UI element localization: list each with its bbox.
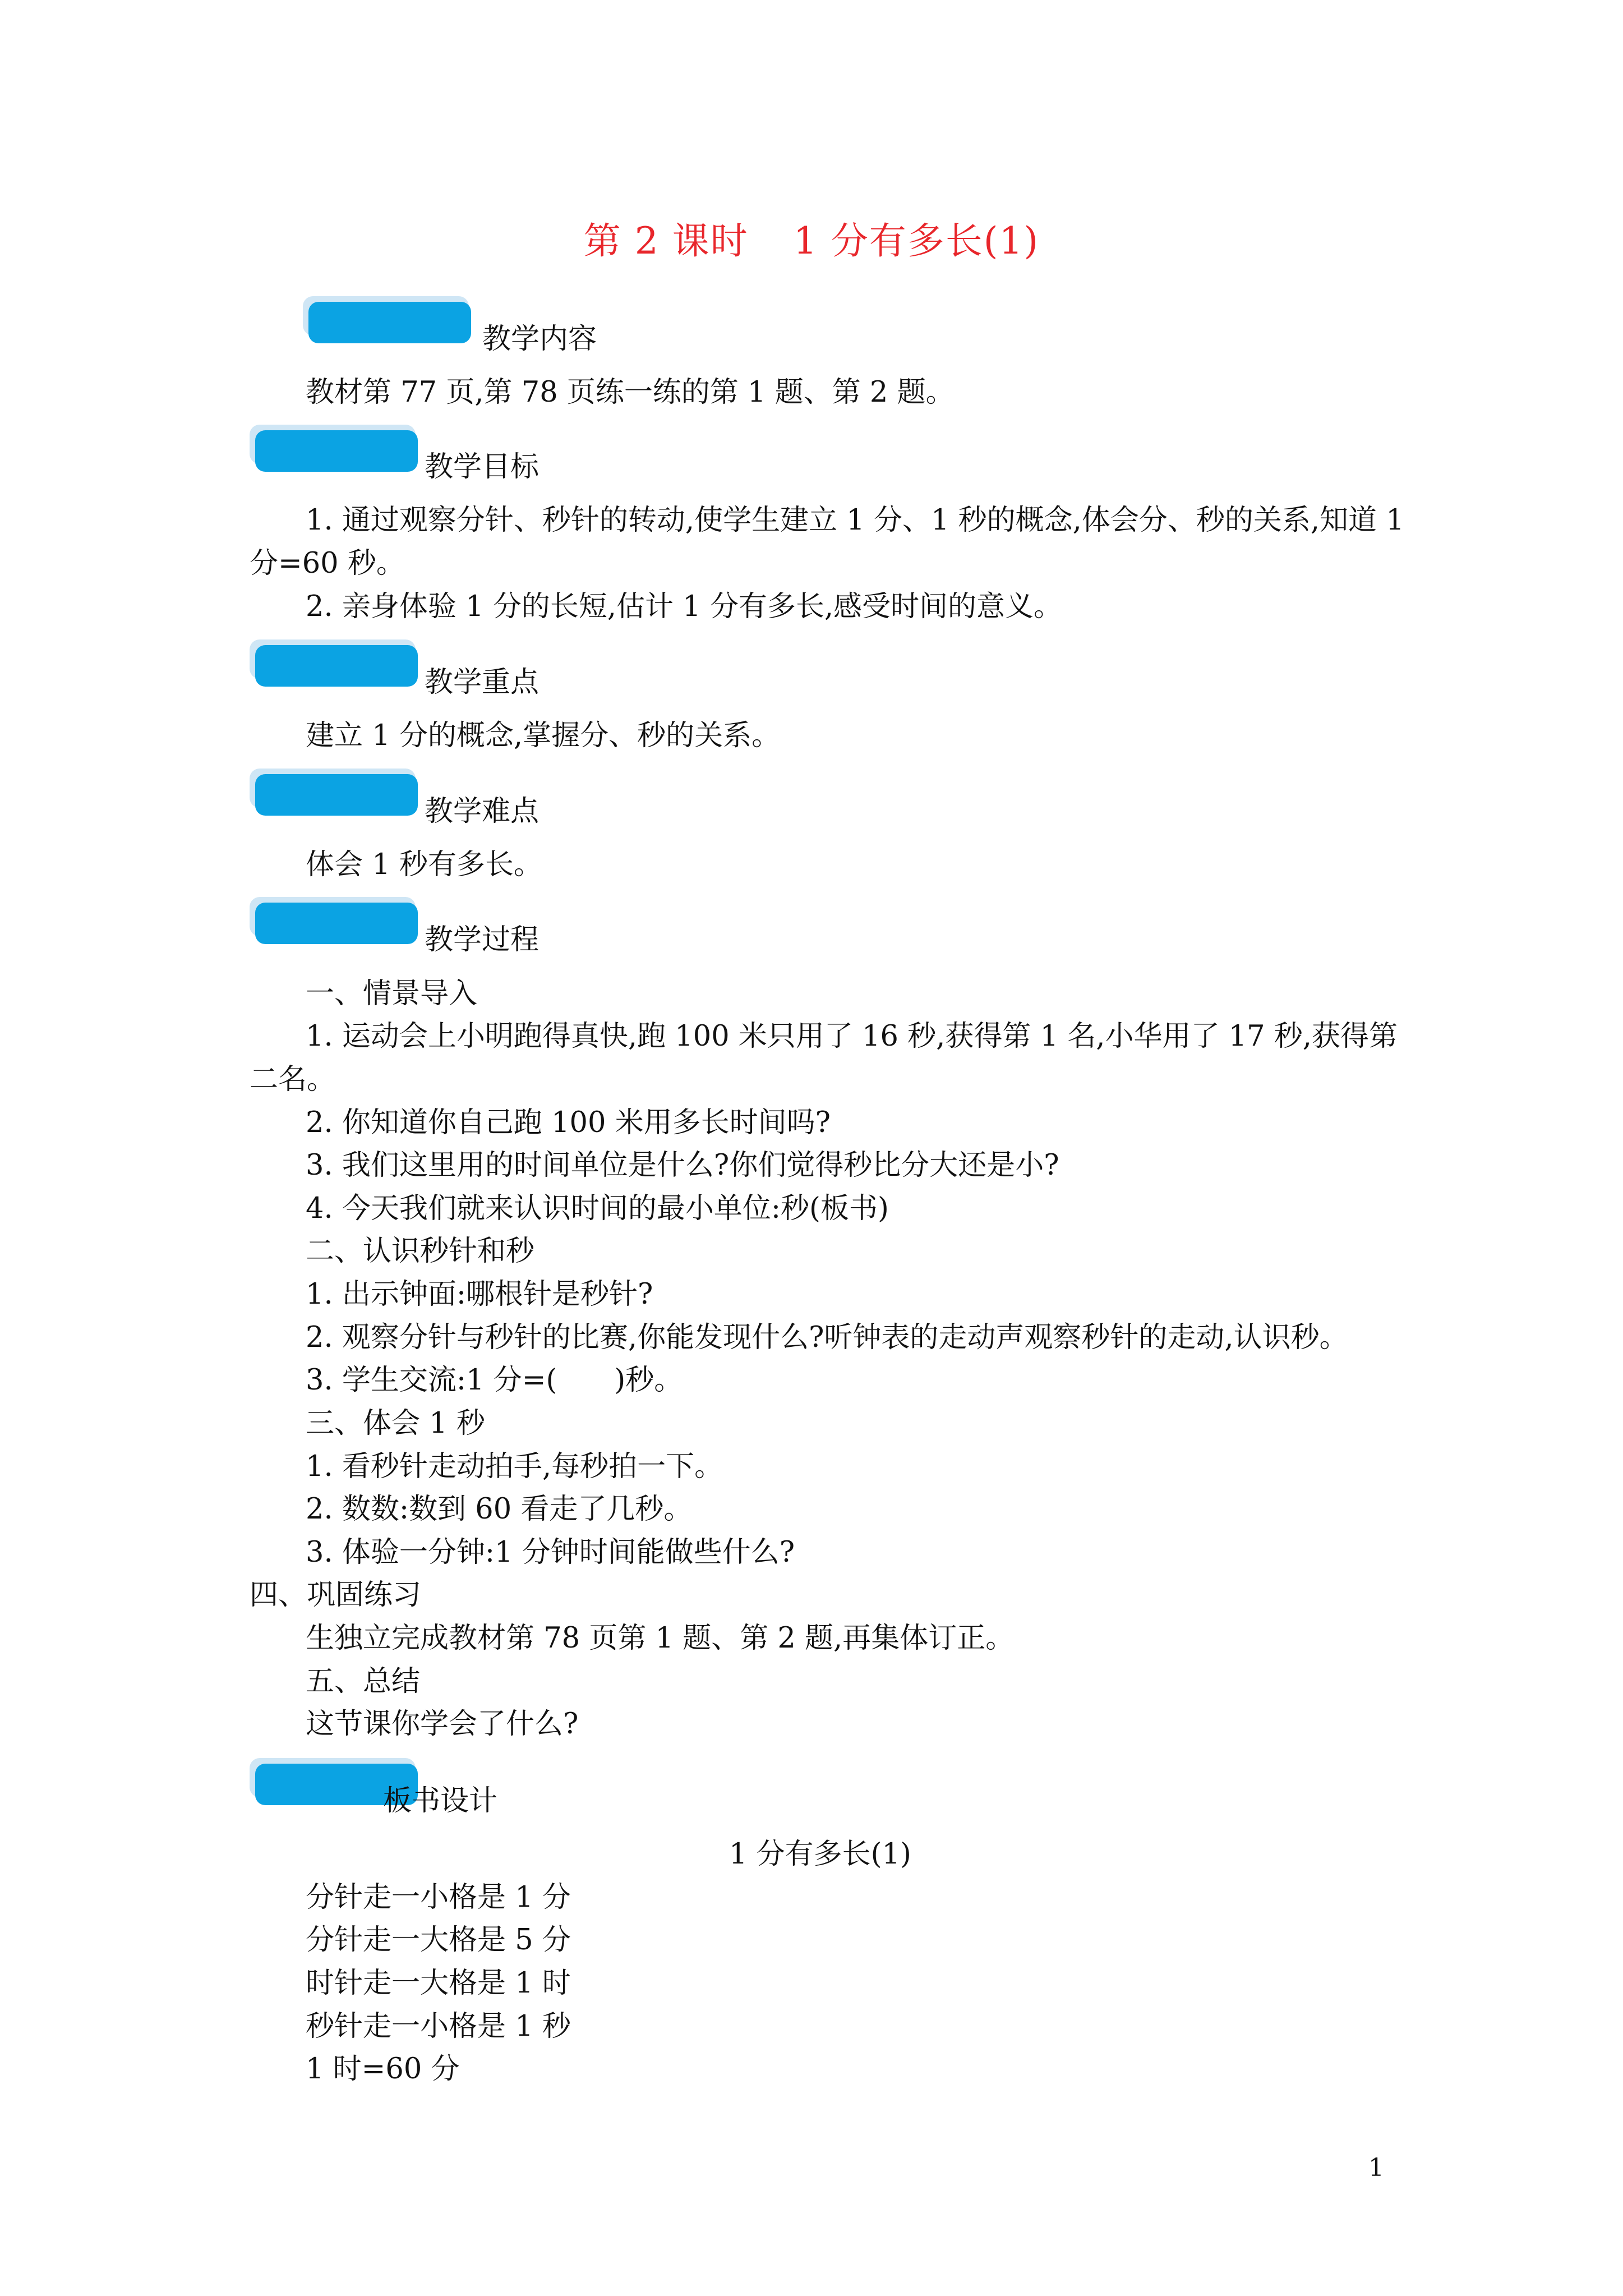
page-number: 1: [1368, 2154, 1384, 2182]
goals-item: 2. 亲身体验 1 分的长短,估计 1 分有多长,感受时间的意义。: [306, 590, 1063, 623]
board-line: 分针走一小格是 1 分: [306, 1881, 571, 1914]
goals-item: 1. 通过观察分针、秒针的转动,使学生建立 1 分、1 秒的概念,体会分、秒的关系,知道 1: [306, 504, 1404, 537]
section-badge: [303, 296, 471, 347]
section-heading-process: 教学过程: [425, 923, 540, 956]
section-heading-goals: 教学目标: [425, 450, 540, 484]
board-line: 秒针走一小格是 1 秒: [306, 2010, 571, 2043]
section-heading-board: 板书设计: [383, 1784, 498, 1818]
board-line: 分针走一大格是 5 分: [306, 1924, 571, 1957]
section-heading-content: 教学内容: [482, 323, 597, 356]
process-line: 3. 我们这里用的时间单位是什么?你们觉得秒比分大还是小?: [306, 1149, 1059, 1182]
process-line: 二名。: [250, 1063, 336, 1096]
key-text: 建立 1 分的概念,掌握分、秒的关系。: [306, 719, 781, 752]
process-line: 1. 出示钟面:哪根针是秒针?: [306, 1278, 653, 1311]
content-text: 教材第 77 页,第 78 页练一练的第 1 题、第 2 题。: [306, 376, 955, 409]
lesson-title: 1 分有多长(1): [793, 219, 1040, 263]
process-line: 1. 看秒针走动拍手,每秒拍一下。: [306, 1450, 723, 1483]
difficulty-text: 体会 1 秒有多长。: [306, 848, 542, 881]
process-line: 三、体会 1 秒: [306, 1407, 485, 1440]
process-line: 3. 学生交流:1 分=( )秒。: [306, 1364, 683, 1397]
process-line: 2. 你知道你自己跑 100 米用多长时间吗?: [306, 1106, 831, 1139]
process-line: 五、总结: [306, 1665, 421, 1698]
process-line: 4. 今天我们就来认识时间的最小单位:秒(板书): [306, 1192, 889, 1225]
section-badge: [250, 897, 418, 947]
section-heading-difficulty: 教学难点: [425, 795, 540, 828]
process-line: 2. 观察分针与秒针的比赛,你能发现什么?听钟表的走动声观察秒针的走动,认识秒。: [306, 1321, 1348, 1354]
process-line: 生独立完成教材第 78 页第 1 题、第 2 题,再集体订正。: [306, 1622, 1015, 1655]
section-badge: [250, 769, 418, 819]
process-line: 二、认识秒针和秒: [306, 1235, 535, 1268]
section-badge: [250, 425, 418, 475]
process-line: 3. 体验一分钟:1 分钟时间能做些什么?: [306, 1536, 795, 1569]
process-line: 2. 数数:数到 60 看走了几秒。: [306, 1493, 693, 1526]
board-line: 1 时=60 分: [306, 2053, 460, 2086]
process-line: 这节课你学会了什么?: [306, 1708, 579, 1741]
page-title: [0, 216, 1623, 266]
board-line: 时针走一大格是 1 时: [306, 1967, 571, 2000]
section-badge: [250, 639, 418, 690]
goals-item-cont: 分=60 秒。: [250, 547, 405, 580]
process-line: 一、情景导入: [306, 977, 478, 1010]
process-line: 1. 运动会上小明跑得真快,跑 100 米只用了 16 秒,获得第 1 名,小华用了 17 秒,获得第: [306, 1020, 1398, 1053]
board-title: 1 分有多长(1): [729, 1838, 911, 1871]
lesson-number: 第 2 课时: [583, 219, 749, 263]
process-line: 四、巩固练习: [250, 1579, 422, 1612]
section-heading-key: 教学重点: [425, 666, 540, 699]
